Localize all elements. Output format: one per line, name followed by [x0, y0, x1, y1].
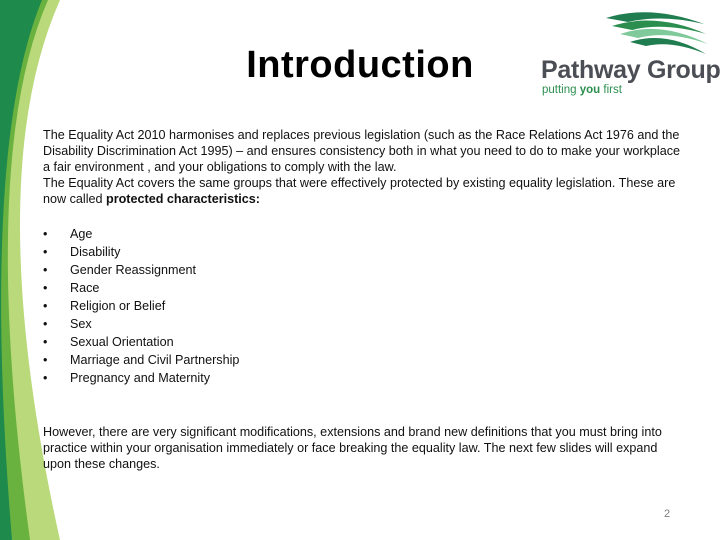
list-item-label: Religion or Belief [70, 299, 166, 313]
logo-tagline-end: first [600, 84, 622, 96]
list-item [43, 315, 443, 333]
protected-groups-lead: The Equality Act covers the same groups that were effectively protected by existing equality legislation. These are now called [43, 176, 676, 206]
bullet-icon: • [43, 317, 48, 331]
list-item-label: Marriage and Civil Partnership [70, 353, 240, 367]
intro-paragraph: The Equality Act 2010 harmonises and replaces previous legislation (such as the Race Relations Act 1976 and the Disability Discrimination Act 1995) – and ensures consistency both in what you need to do to make your workplace a fair environment , and your obligations to comply with the law. [43, 128, 681, 174]
list-item [43, 369, 443, 387]
characteristics-list [43, 225, 443, 387]
list-item-label: Gender Reassignment [70, 263, 197, 277]
logo-tagline [542, 84, 622, 96]
list-item [43, 225, 443, 243]
bullet-icon: • [43, 353, 48, 367]
list-item [43, 333, 443, 351]
slide-title: Introduction [246, 44, 474, 86]
closing-paragraph: However, there are very significant modifications, extensions and brand new definitions that you must bring into practice within your organisation immediately or face breaking the equality law. The next few slides will expand upon these changes. [43, 425, 662, 471]
list-item [43, 261, 443, 279]
bullet-icon: • [43, 281, 48, 295]
list-item-label: Disability [70, 245, 121, 259]
list-item-label: Age [70, 227, 93, 241]
logo-tagline-start: putting [542, 84, 580, 96]
protected-groups-paragraph [43, 175, 683, 207]
logo-tagline-emphasis: you [579, 84, 601, 96]
list-item-label: Sex [70, 317, 92, 331]
logo-swirl-icon [600, 8, 710, 58]
bullet-icon: • [43, 371, 48, 385]
pathway-group-logo [540, 8, 720, 100]
list-item-label: Pregnancy and Maternity [70, 371, 211, 385]
list-item [43, 279, 443, 297]
list-item [43, 243, 443, 261]
bullet-icon: • [43, 263, 48, 277]
page-number: 2 [664, 508, 671, 520]
bullet-icon: • [43, 299, 48, 313]
intro-text [43, 127, 683, 207]
list-item [43, 297, 443, 315]
list-item-label: Sexual Orientation [70, 335, 174, 349]
list-item [43, 351, 443, 369]
protected-characteristics-term: protected characteristics: [106, 192, 261, 206]
list-item-label: Race [70, 281, 100, 295]
bullet-icon: • [43, 245, 48, 259]
bullet-icon: • [43, 335, 48, 349]
logo-company-name: Pathway Group [541, 56, 720, 84]
bullet-icon: • [43, 227, 48, 241]
